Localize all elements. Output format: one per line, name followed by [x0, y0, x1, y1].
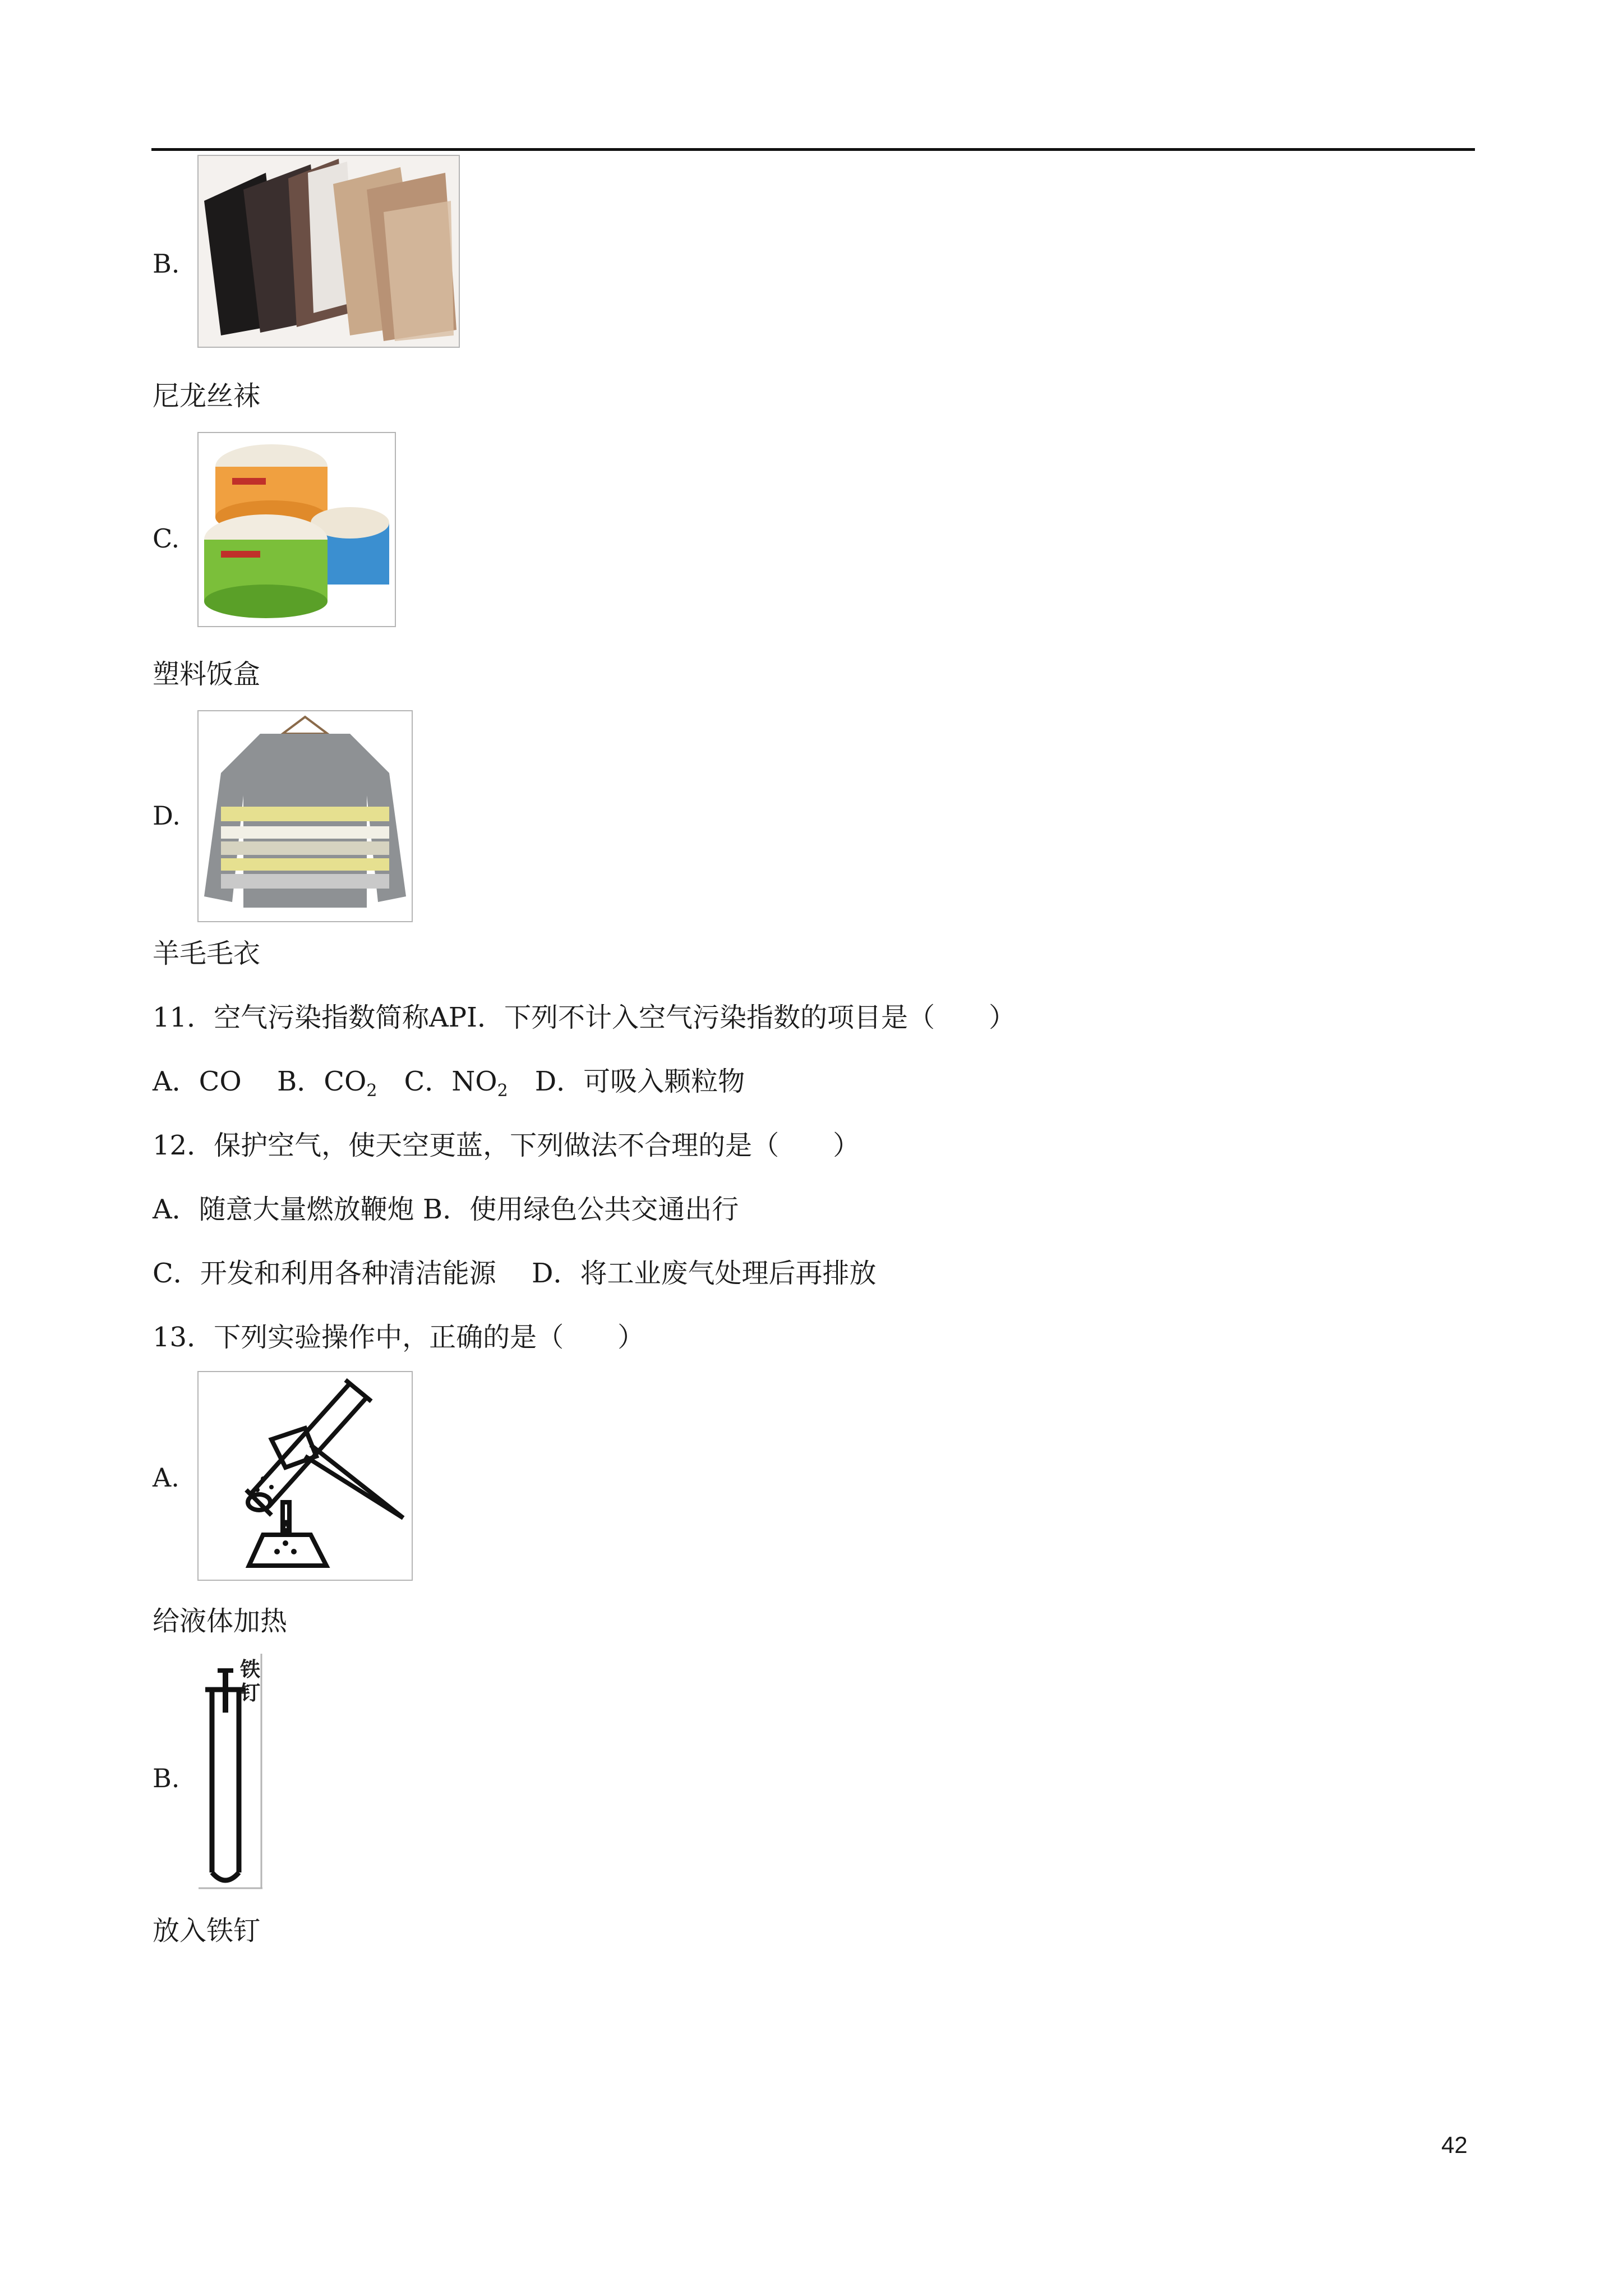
header-rule: [151, 148, 1475, 151]
option-b-caption: 尼龙丝袜: [153, 380, 261, 412]
question-12-options-line-2: C．开发和利用各种清洁能源 D．将工业废气处理后再排放: [153, 1258, 877, 1289]
q13-option-b-caption: 放入铁钉: [153, 1915, 261, 1947]
q11-option-a: A．CO: [153, 1066, 242, 1097]
nail-in-test-tube-diagram: [197, 1653, 265, 1890]
q11-option-c: C．$NO_2$: [404, 1066, 508, 1101]
question-13-stem: 13．下列实验操作中，正确的是（ ）: [153, 1322, 645, 1353]
q13-option-a-letter: A.: [153, 1462, 179, 1493]
q13-option-b-letter: B.: [153, 1763, 180, 1793]
q13-option-a-caption: 给液体加热: [153, 1605, 288, 1637]
question-11-options: [153, 1065, 745, 1108]
liquid-heating-diagram: [197, 1371, 413, 1581]
q11-option-b: B．$CO_2$: [277, 1066, 377, 1101]
question-12-stem: 12．保护空气，使天空更蓝，下列做法不合理的是（ ）: [153, 1130, 860, 1161]
page-number: 42: [1441, 2132, 1468, 2158]
option-c-caption: 塑料饭盒: [153, 659, 261, 690]
question-11-stem: 11．空气污染指数简称API．下列不计入空气污染指数的项目是（ ）: [153, 1002, 1016, 1033]
option-d-caption: 羊毛毛衣: [153, 938, 261, 969]
option-b-letter: B.: [153, 249, 180, 279]
wool-sweater-photo: [197, 710, 413, 922]
option-c-letter: C.: [153, 523, 180, 554]
nylon-stockings-photo: [197, 155, 460, 348]
nail-figure-label: 铁 钉: [240, 1658, 261, 1705]
option-d-letter: D.: [153, 800, 181, 831]
question-12-options-line-1: A．随意大量燃放鞭炮 B．使用绿色公共交通出行: [153, 1194, 739, 1225]
plastic-lunchbox-photo: [197, 432, 396, 627]
q11-option-d: D．可吸入颗粒物: [534, 1066, 745, 1097]
